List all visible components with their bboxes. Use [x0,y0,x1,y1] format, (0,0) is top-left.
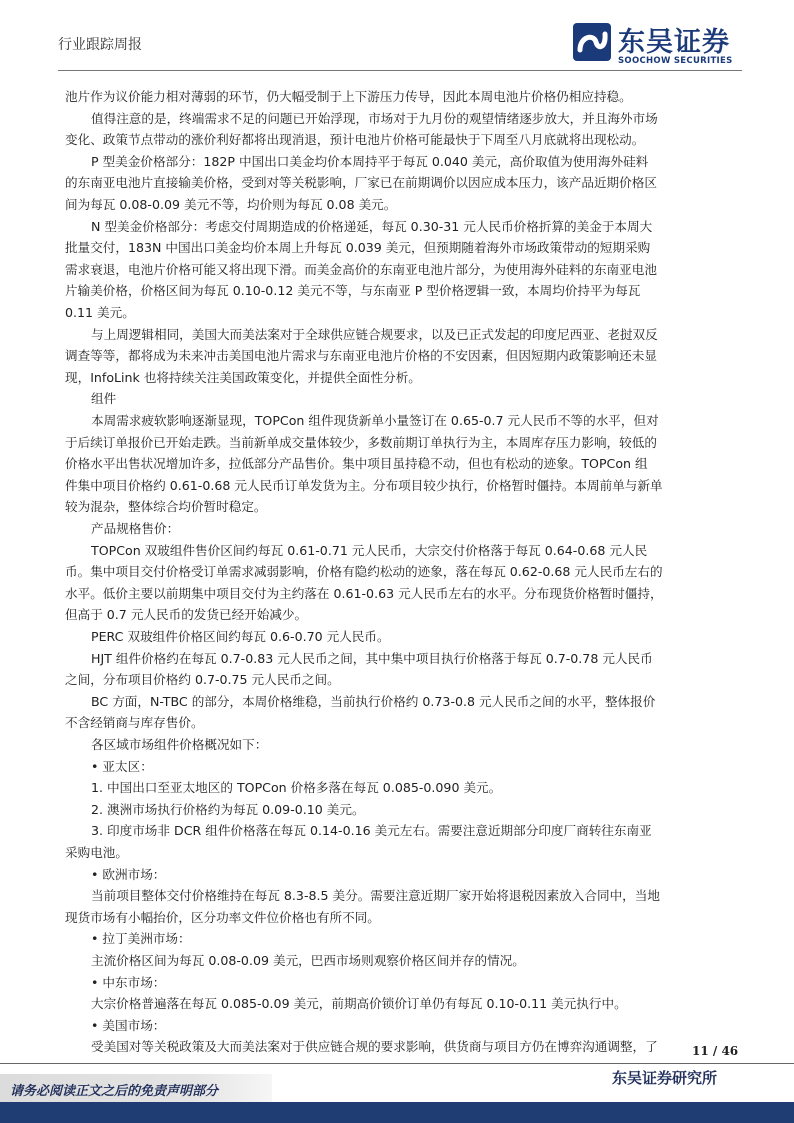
disclaimer-text: 请务必阅读正文之后的免责声明部分 [10,1084,219,1099]
body-line: 0.11 美元。 [65,305,135,320]
body-line: 采购电池。 [65,845,128,860]
body-line: P 型美金价格部分：182P 中国出口美金均价本周持平于每瓦 0.040 美元，高价取值为使用海外硅料 [91,153,649,169]
soochow-logo-icon [572,22,612,62]
footer-divider [0,1063,794,1064]
footer-organization: 东吴证券研究所 [612,1069,718,1087]
logo-english-name: SOOCHOW SECURITIES [618,56,733,66]
body-line: • 亚太区： [91,758,153,774]
body-line: 受美国对等关税政策及大而美法案对于供应链合规的要求影响，供货商与项目方仍在博弈沟通调整，了 [91,1039,658,1055]
body-line: 调查等等，都将成为未来冲击美国电池片需求与东南亚电池片价格的不安因素，但因短期内政策影响还未显 [65,348,657,364]
body-line: 本周需求疲软影响逐渐显现，TOPCon 组件现货新单小量签订在 0.65-0.7 元人民币不等的水平，但对 [91,413,659,428]
body-line: N 型美金价格部分：考虑交付周期造成的价格递延，每瓦 0.30-31 元人民币价格折算的美金于本周大 [91,218,653,234]
body-line: • 美国市场： [91,1017,166,1033]
body-line: 现货市场有小幅抬价，区分功率文件位价格也有所不同。 [65,909,380,925]
body-line: • 中东市场： [91,974,166,990]
body-line: 组件 [91,391,117,407]
logo-chinese-name: 东吴证券 [618,27,730,58]
body-line: 值得注意的是，终端需求不足的问题已开始浮现，市场对于九月份的观望情绪逐步放大，并且海外市场 [91,110,658,126]
body-line: 于后续订单报价已开始走跌。当前新单成交量体较少，多数前期订单执行为主，本周库存压力影响，较低的 [65,434,657,450]
company-logo [572,22,742,70]
body-line: 但高于 0.7 元人民币的发货已经开始减少。 [65,607,308,623]
body-line: 水平。低价主要以前期集中项目交付为主约落在 0.61-0.63 元人民币左右的水平。分布现货价格暂时僵持， [65,585,663,601]
body-line: 片输美价格，价格区间为每瓦 0.10-0.12 美元不等，与东南亚 P 型价格逻辑一致，本周均价持平为每瓦 [65,283,641,299]
body-line: 1. 中国出口至亚太地区的 TOPCon 价格多落在每瓦 0.085-0.090 美元。 [91,780,502,796]
body-line: BC 方面，N-TBC 的部分，本周价格维稳，当前执行价格约 0.73-0.8 元人民币之间的水平，整体报价 [91,693,656,709]
disclaimer-banner [0,1074,272,1102]
body-line: 现，InfoLink 也将持续关注美国政策变化，并提供全面性分析。 [65,369,421,385]
page-number: 11 / 46 [692,1044,739,1058]
body-line: 不含经销商与库存售价。 [65,715,204,731]
body-line: 3. 印度市场非 DCR 组件价格落在每瓦 0.14-0.16 美元左右。需要注意近期部分印度厂商转往东南亚 [91,823,652,839]
body-line: 池片作为议价能力相对薄弱的环节，仍大幅受制于上下游压力传导，因此本周电池片价格仍相应持稳。 [65,89,632,104]
body-line: 2. 澳洲市场执行价格约为每瓦 0.09-0.10 美元。 [91,801,365,817]
body-line: PERC 双玻组件价格区间约每瓦 0.6-0.70 元人民币。 [91,629,390,644]
body-line: 主流价格区间为每瓦 0.08-0.09 美元，巴西市场则观察价格区间并存的情况。 [91,953,525,968]
body-line: 与上周逻辑相同，美国大而美法案对于全球供应链合规要求，以及已正式发起的印度尼西亚、老挝双反 [91,326,658,342]
report-type-label: 行业跟踪周报 [58,37,142,53]
body-line: 产品规格售价： [91,521,180,536]
body-line: 之间，分布项目价格约 0.7-0.75 元人民币之间。 [65,672,340,688]
header-divider [58,70,742,71]
body-line: 大宗价格普遍落在每瓦 0.085-0.09 美元，前期高价锁价订单仍有每瓦 0.10-0.11 美元执行中。 [91,996,627,1012]
body-line: 批量交付，183N 中国出口美金均价本周上升每瓦 0.039 美元，但预期随着海外市场政策带动的短期采购 [65,240,651,256]
body-line: 件集中项目价格约 0.61-0.68 元人民币订单发货为主。分布项目较少执行，价格暂时僵持。本周前单与新单 [65,477,663,493]
footer-bar [0,1102,794,1123]
body-line: • 欧洲市场： [91,866,166,882]
body-line: 需求衰退，电池片价格可能又将出现下滑。而美金高价的东南亚电池片部分，为使用海外硅料的东南亚电池 [65,261,657,277]
body-line: 各区域市场组件价格概况如下： [91,737,268,752]
body-line: 价格水平出售状况增加许多，拉低部分产品售价。集中项目虽持稳不动，但也有松动的迹象。TOPCon 组 [65,456,648,472]
body-line: TOPCon 双玻组件售价区间约每瓦 0.61-0.71 元人民币，大宗交付价格落于每瓦 0.64-0.68 元人民 [91,542,648,558]
body-line: 间为每瓦 0.08-0.09 美元不等，均价则为每瓦 0.08 美元。 [65,197,397,212]
body-line: 当前项目整体交付价格维持在每瓦 8.3-8.5 美分。需要注意近期厂家开始将退税因素放入合同中，当地 [91,888,660,904]
body-line: 币。集中项目交付价格受订单需求减弱影响，价格有隐约松动的迹象，落在每瓦 0.62-0.68 元人民币左右的 [65,564,663,580]
body-line: 较为混杂，整体综合均价暂时稳定。 [65,499,267,515]
body-line: 变化、政策节点带动的涨价利好都将出现消退，预计电池片价格可能最快于下周至八月底就将出现松动。 [65,132,645,148]
body-line: 的东南亚电池片直接输美价格，受到对等关税影响，厂家已在前期调价以因应成本压力，该产品近期价格区 [65,175,657,191]
body-line: • 拉丁美洲市场： [91,931,191,947]
body-line: HJT 组件价格约在每瓦 0.7-0.83 元人民币之间，其中集中项目执行价格落于每瓦 0.7-0.78 元人民币 [91,650,653,666]
